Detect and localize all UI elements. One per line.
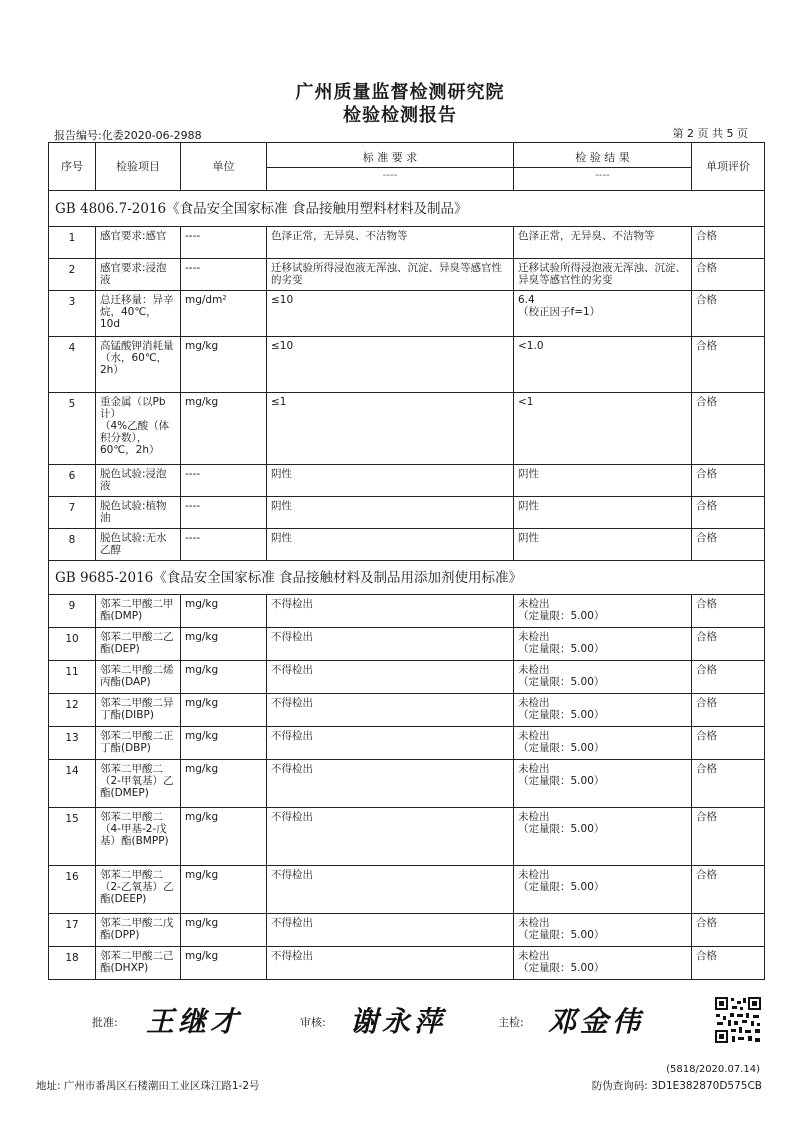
- requirement-sub: ----: [267, 167, 513, 182]
- table-row: [49, 595, 765, 628]
- address: 地址: 广州市番禺区石楼潮田工业区珠江路1-2号: [36, 1080, 260, 1092]
- result-sub: ----: [514, 167, 691, 182]
- row-unit: mg/kg: [181, 727, 267, 760]
- row-evaluation: 合格: [692, 497, 765, 529]
- row-number: 7: [49, 497, 96, 529]
- row-number: 9: [49, 595, 96, 628]
- row-requirement: 不得检出: [267, 661, 514, 694]
- row-evaluation: 合格: [692, 808, 765, 866]
- row-unit: ----: [181, 227, 267, 259]
- requirement-label: 标 准 要 求: [362, 150, 418, 164]
- section-standard-title: GB 9685-2016《食品安全国家标准 食品接触材料及制品用添加剂使用标准》: [49, 561, 765, 595]
- row-unit: mg/kg: [181, 661, 267, 694]
- anti-counterfeit-code: 防伪查询码: 3D1E382870D575CB: [591, 1080, 762, 1092]
- row-evaluation: 合格: [692, 914, 765, 947]
- row-test-item: 脱色试验:浸泡液: [96, 465, 181, 497]
- table-row: [49, 808, 765, 866]
- report-title: 检验检测报告: [343, 105, 457, 126]
- row-number: 11: [49, 661, 96, 694]
- row-number: 5: [49, 393, 96, 465]
- table-row: [49, 866, 765, 914]
- table-row: [49, 694, 765, 727]
- row-unit: mg/kg: [181, 595, 267, 628]
- table-row: [49, 465, 765, 497]
- row-test-item: 感官要求:浸泡液: [96, 259, 181, 291]
- row-test-item: 脱色试验:无水乙醇: [96, 529, 181, 561]
- row-unit: mg/kg: [181, 914, 267, 947]
- row-number: 17: [49, 914, 96, 947]
- row-number: 4: [49, 337, 96, 393]
- row-requirement: ≤10: [267, 291, 514, 337]
- row-result: <1: [514, 393, 692, 465]
- row-number: 3: [49, 291, 96, 337]
- inspection-table: [48, 142, 765, 980]
- row-test-item: 邻苯二甲酸二异丁酯(DIBP): [96, 694, 181, 727]
- table-row: [49, 727, 765, 760]
- row-requirement: 不得检出: [267, 947, 514, 980]
- row-test-item: 邻苯二甲酸二（2-甲氧基）乙酯(DMEP): [96, 760, 181, 808]
- section-standard-title: GB 4806.7-2016《食品安全国家标准 食品接触用塑料材料及制品》: [49, 191, 765, 227]
- row-number: 14: [49, 760, 96, 808]
- table-header-row: [49, 143, 765, 191]
- row-requirement: 阴性: [267, 529, 514, 561]
- row-test-item: 邻苯二甲酸二戊酯(DPP): [96, 914, 181, 947]
- row-requirement: 不得检出: [267, 727, 514, 760]
- table-row: [49, 661, 765, 694]
- col-header-no: 序号: [49, 143, 96, 191]
- row-evaluation: 合格: [692, 727, 765, 760]
- row-test-item: 邻苯二甲酸二乙酯(DEP): [96, 628, 181, 661]
- section-header-row: [49, 191, 765, 227]
- row-requirement: 不得检出: [267, 914, 514, 947]
- row-test-item: 脱色试验:植物油: [96, 497, 181, 529]
- row-evaluation: 合格: [692, 694, 765, 727]
- row-requirement: 不得检出: [267, 628, 514, 661]
- row-unit: ----: [181, 497, 267, 529]
- section-header-row: [49, 561, 765, 595]
- row-evaluation: 合格: [692, 661, 765, 694]
- col-header-unit: 单位: [181, 143, 267, 191]
- document-code-date: (5818/2020.07.14): [666, 1064, 760, 1075]
- table-row: [49, 227, 765, 259]
- row-evaluation: 合格: [692, 337, 765, 393]
- approve-label: 批准:: [92, 1016, 118, 1029]
- row-test-item: 邻苯二甲酸二（2-乙氧基）乙酯(DEEP): [96, 866, 181, 914]
- row-requirement: 阴性: [267, 497, 514, 529]
- row-requirement: 色泽正常，无异臭、不洁物等: [267, 227, 514, 259]
- row-evaluation: 合格: [692, 595, 765, 628]
- row-unit: mg/kg: [181, 808, 267, 866]
- row-test-item: 邻苯二甲酸二（4-甲基-2-戊基）酯(BMPP): [96, 808, 181, 866]
- row-unit: mg/kg: [181, 694, 267, 727]
- row-evaluation: 合格: [692, 628, 765, 661]
- result-label: 检 验 结 果: [575, 150, 630, 164]
- row-unit: mg/kg: [181, 760, 267, 808]
- row-evaluation: 合格: [692, 393, 765, 465]
- row-test-item: 邻苯二甲酸二烯丙酯(DAP): [96, 661, 181, 694]
- page-indicator: 第 2 页 共 5 页: [672, 127, 748, 140]
- row-unit: mg/kg: [181, 628, 267, 661]
- row-result: 未检出 （定量限：5.00）: [514, 947, 692, 980]
- row-requirement: 不得检出: [267, 694, 514, 727]
- row-number: 15: [49, 808, 96, 866]
- table-row: [49, 337, 765, 393]
- row-number: 12: [49, 694, 96, 727]
- row-evaluation: 合格: [692, 259, 765, 291]
- row-result: 未检出 （定量限：5.00）: [514, 661, 692, 694]
- row-number: 6: [49, 465, 96, 497]
- qr-code-icon: [714, 996, 762, 1044]
- row-number: 8: [49, 529, 96, 561]
- row-requirement: 不得检出: [267, 808, 514, 866]
- table-row: [49, 760, 765, 808]
- table-row: [49, 628, 765, 661]
- row-number: 16: [49, 866, 96, 914]
- row-test-item: 邻苯二甲酸二正丁酯(DBP): [96, 727, 181, 760]
- row-result: 阴性: [514, 465, 692, 497]
- row-number: 18: [49, 947, 96, 980]
- approve-signature: 王继才: [146, 1005, 243, 1038]
- table-row: [49, 497, 765, 529]
- review-label: 审核:: [300, 1016, 326, 1029]
- row-number: 2: [49, 259, 96, 291]
- row-result: 未检出 （定量限：5.00）: [514, 694, 692, 727]
- institute-name: 广州质量监督检测研究院: [295, 82, 505, 103]
- table-row: [49, 393, 765, 465]
- review-signature: 谢永萍: [350, 1005, 447, 1038]
- row-unit: mg/kg: [181, 947, 267, 980]
- row-requirement: 阴性: [267, 465, 514, 497]
- row-evaluation: 合格: [692, 291, 765, 337]
- row-requirement: 不得检出: [267, 760, 514, 808]
- report-number: 报告编号:化委2020-06-2988: [54, 129, 202, 142]
- row-test-item: 重金属（以Pb计） （4%乙酸（体积分数），60℃，2h）: [96, 393, 181, 465]
- col-header-requirement: [267, 143, 514, 191]
- row-requirement: 不得检出: [267, 595, 514, 628]
- row-unit: ----: [181, 259, 267, 291]
- row-result: 未检出 （定量限：5.00）: [514, 760, 692, 808]
- row-evaluation: 合格: [692, 760, 765, 808]
- table-row: [49, 947, 765, 980]
- row-number: 10: [49, 628, 96, 661]
- inspect-signature: 邓金伟: [548, 1005, 645, 1038]
- row-requirement: ≤10: [267, 337, 514, 393]
- row-evaluation: 合格: [692, 465, 765, 497]
- row-result: 迁移试验所得浸泡液无浑浊、沉淀、异臭等感官性的劣变: [514, 259, 692, 291]
- row-evaluation: 合格: [692, 947, 765, 980]
- row-unit: mg/kg: [181, 393, 267, 465]
- row-result: 未检出 （定量限：5.00）: [514, 727, 692, 760]
- row-unit: ----: [181, 529, 267, 561]
- signature-row: [0, 998, 800, 1048]
- row-evaluation: 合格: [692, 866, 765, 914]
- row-requirement: 不得检出: [267, 866, 514, 914]
- table-row: [49, 914, 765, 947]
- col-header-result: [514, 143, 692, 191]
- row-requirement: ≤1: [267, 393, 514, 465]
- row-test-item: 总迁移量：异辛烷，40℃，10d: [96, 291, 181, 337]
- row-unit: mg/kg: [181, 866, 267, 914]
- table-row: [49, 529, 765, 561]
- row-unit: mg/kg: [181, 337, 267, 393]
- col-header-item: 检验项目: [96, 143, 181, 191]
- row-number: 13: [49, 727, 96, 760]
- row-requirement: 迁移试验所得浸泡液无浑浊、沉淀、异臭等感官性的劣变: [267, 259, 514, 291]
- row-result: <1.0: [514, 337, 692, 393]
- row-result: 未检出 （定量限：5.00）: [514, 866, 692, 914]
- row-test-item: 高锰酸钾消耗量 （水，60℃，2h）: [96, 337, 181, 393]
- row-result: 未检出 （定量限：5.00）: [514, 628, 692, 661]
- table-row: [49, 259, 765, 291]
- row-result: 未检出 （定量限：5.00）: [514, 595, 692, 628]
- table-row: [49, 291, 765, 337]
- row-unit: ----: [181, 465, 267, 497]
- row-result: 阴性: [514, 529, 692, 561]
- row-evaluation: 合格: [692, 529, 765, 561]
- row-test-item: 邻苯二甲酸二甲酯(DMP): [96, 595, 181, 628]
- row-result: 色泽正常，无异臭、不洁物等: [514, 227, 692, 259]
- row-number: 1: [49, 227, 96, 259]
- inspect-label: 主检:: [498, 1016, 524, 1029]
- row-result: 6.4 （校正因子f=1）: [514, 291, 692, 337]
- row-test-item: 感官要求:感官: [96, 227, 181, 259]
- col-header-eval: 单项评价: [692, 143, 765, 191]
- row-evaluation: 合格: [692, 227, 765, 259]
- row-result: 未检出 （定量限：5.00）: [514, 914, 692, 947]
- row-unit: mg/dm²: [181, 291, 267, 337]
- row-test-item: 邻苯二甲酸二己酯(DHXP): [96, 947, 181, 980]
- row-result: 未检出 （定量限：5.00）: [514, 808, 692, 866]
- row-result: 阴性: [514, 497, 692, 529]
